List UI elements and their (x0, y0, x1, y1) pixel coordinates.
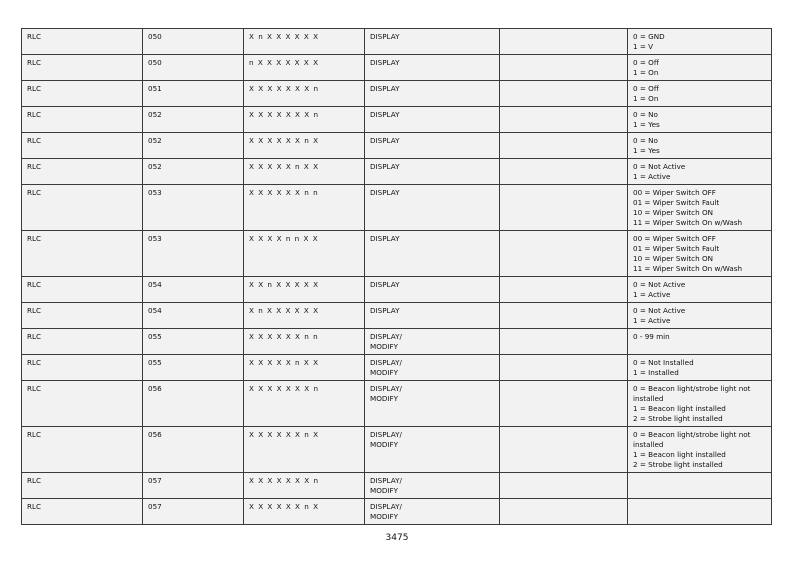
blank-cell (500, 185, 628, 231)
blank-cell (500, 133, 628, 159)
access-cell: DISPLAY/ MODIFY (365, 355, 500, 381)
blank-cell (500, 29, 628, 55)
values-cell: 0 = No 1 = Yes (628, 133, 772, 159)
parameter-table-container (21, 28, 771, 525)
table-row (22, 133, 772, 159)
access-cell: DISPLAY/ MODIFY (365, 329, 500, 355)
table-row (22, 499, 772, 525)
table-row (22, 29, 772, 55)
blank-cell (500, 355, 628, 381)
blank-cell (500, 55, 628, 81)
table-row (22, 159, 772, 185)
mask-cell: X X X X X n X X (244, 159, 365, 185)
mask-cell: X X X X X X n n (244, 185, 365, 231)
blank-cell (500, 107, 628, 133)
code-cell: 057 (143, 473, 244, 499)
blank-cell (500, 159, 628, 185)
code-cell: 056 (143, 381, 244, 427)
mask-cell: n X X X X X X X (244, 55, 365, 81)
values-cell: 0 = Off 1 = On (628, 55, 772, 81)
module-cell: RLC (22, 499, 143, 525)
table-row (22, 231, 772, 277)
access-cell: DISPLAY (365, 133, 500, 159)
table-row (22, 355, 772, 381)
mask-cell: X X X X X X n X (244, 133, 365, 159)
table-row (22, 427, 772, 473)
mask-cell: X X X X X X X n (244, 107, 365, 133)
values-cell: 00 = Wiper Switch OFF 01 = Wiper Switch Fault 10 = Wiper Switch ON 11 = Wiper Switch On w/Wash (628, 185, 772, 231)
table-row (22, 81, 772, 107)
mask-cell: X X X X X n X X (244, 355, 365, 381)
module-cell: RLC (22, 107, 143, 133)
table-row (22, 185, 772, 231)
code-cell: 050 (143, 55, 244, 81)
module-cell: RLC (22, 81, 143, 107)
module-cell: RLC (22, 277, 143, 303)
values-cell: 0 = Not Active 1 = Active (628, 277, 772, 303)
mask-cell: X n X X X X X X (244, 303, 365, 329)
values-cell: 0 = Beacon light/strobe light not installed 1 = Beacon light installed 2 = Strobe light installed (628, 381, 772, 427)
mask-cell: X X X X X X X n (244, 381, 365, 427)
module-cell: RLC (22, 473, 143, 499)
code-cell: 055 (143, 355, 244, 381)
module-cell: RLC (22, 185, 143, 231)
access-cell: DISPLAY (365, 159, 500, 185)
table-row (22, 107, 772, 133)
module-cell: RLC (22, 329, 143, 355)
access-cell: DISPLAY (365, 277, 500, 303)
values-cell: 0 = Beacon light/strobe light not installed 1 = Beacon light installed 2 = Strobe light installed (628, 427, 772, 473)
mask-cell: X X X X n n X X (244, 231, 365, 277)
code-cell: 055 (143, 329, 244, 355)
blank-cell (500, 499, 628, 525)
blank-cell (500, 231, 628, 277)
values-cell: 0 = GND 1 = V (628, 29, 772, 55)
mask-cell: X X X X X X X n (244, 473, 365, 499)
access-cell: DISPLAY/ MODIFY (365, 499, 500, 525)
access-cell: DISPLAY (365, 185, 500, 231)
access-cell: DISPLAY (365, 81, 500, 107)
values-cell (628, 499, 772, 525)
access-cell: DISPLAY (365, 29, 500, 55)
code-cell: 051 (143, 81, 244, 107)
mask-cell: X X X X X X n X (244, 427, 365, 473)
code-cell: 054 (143, 277, 244, 303)
access-cell: DISPLAY (365, 231, 500, 277)
access-cell: DISPLAY (365, 55, 500, 81)
code-cell: 050 (143, 29, 244, 55)
module-cell: RLC (22, 29, 143, 55)
blank-cell (500, 277, 628, 303)
table-row (22, 473, 772, 499)
mask-cell: X X n X X X X X (244, 277, 365, 303)
module-cell: RLC (22, 303, 143, 329)
blank-cell (500, 81, 628, 107)
code-cell: 053 (143, 231, 244, 277)
values-cell: 0 = Not Active 1 = Active (628, 159, 772, 185)
values-cell: 00 = Wiper Switch OFF 01 = Wiper Switch Fault 10 = Wiper Switch ON 11 = Wiper Switch On w/Wash (628, 231, 772, 277)
table-row (22, 277, 772, 303)
values-cell: 0 = Not Active 1 = Active (628, 303, 772, 329)
blank-cell (500, 329, 628, 355)
access-cell: DISPLAY (365, 107, 500, 133)
mask-cell: X n X X X X X X (244, 29, 365, 55)
values-cell (628, 473, 772, 499)
parameter-table (21, 28, 772, 525)
code-cell: 056 (143, 427, 244, 473)
values-cell: 0 = Not Installed 1 = Installed (628, 355, 772, 381)
mask-cell: X X X X X X n n (244, 329, 365, 355)
blank-cell (500, 303, 628, 329)
table-row (22, 329, 772, 355)
blank-cell (500, 473, 628, 499)
code-cell: 057 (143, 499, 244, 525)
blank-cell (500, 427, 628, 473)
code-cell: 053 (143, 185, 244, 231)
module-cell: RLC (22, 55, 143, 81)
module-cell: RLC (22, 427, 143, 473)
module-cell: RLC (22, 159, 143, 185)
code-cell: 052 (143, 159, 244, 185)
table-row (22, 303, 772, 329)
page-number: 3475 (385, 533, 409, 543)
values-cell: 0 = No 1 = Yes (628, 107, 772, 133)
values-cell: 0 = Off 1 = On (628, 81, 772, 107)
access-cell: DISPLAY/ MODIFY (365, 381, 500, 427)
table-row (22, 55, 772, 81)
table-row (22, 381, 772, 427)
table-body (22, 29, 772, 525)
module-cell: RLC (22, 381, 143, 427)
code-cell: 052 (143, 107, 244, 133)
access-cell: DISPLAY/ MODIFY (365, 473, 500, 499)
mask-cell: X X X X X X n X (244, 499, 365, 525)
module-cell: RLC (22, 133, 143, 159)
access-cell: DISPLAY/ MODIFY (365, 427, 500, 473)
module-cell: RLC (22, 231, 143, 277)
code-cell: 054 (143, 303, 244, 329)
mask-cell: X X X X X X X n (244, 81, 365, 107)
code-cell: 052 (143, 133, 244, 159)
values-cell: 0 - 99 min (628, 329, 772, 355)
module-cell: RLC (22, 355, 143, 381)
access-cell: DISPLAY (365, 303, 500, 329)
blank-cell (500, 381, 628, 427)
